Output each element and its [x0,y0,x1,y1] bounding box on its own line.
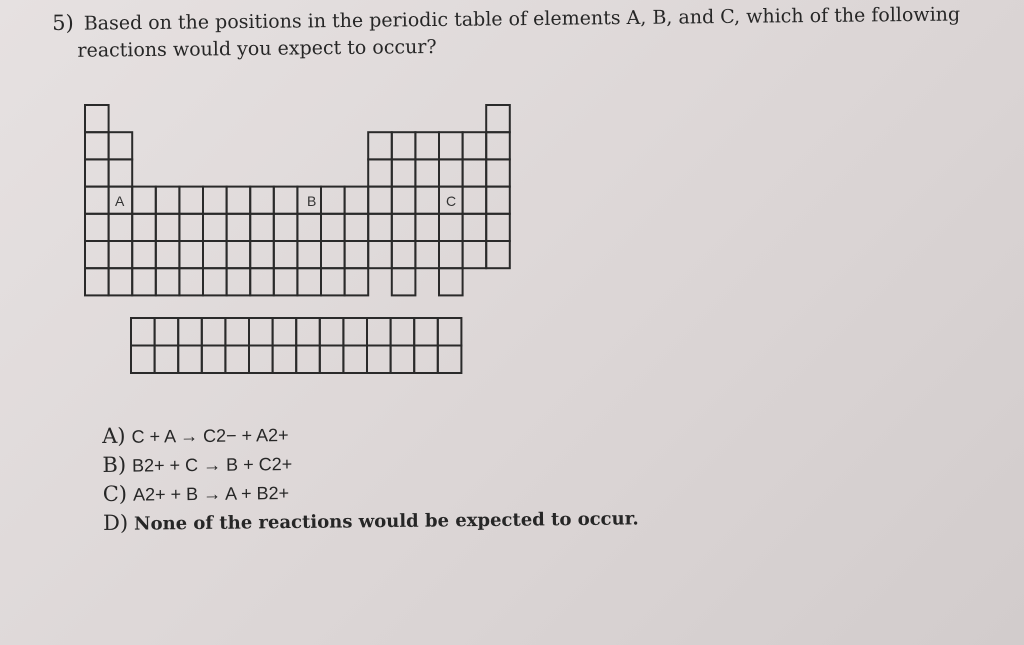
f-block-cell [391,346,415,374]
periodic-table-cell [109,241,133,268]
choice-text: None of the reactions would be expected to occur. [133,508,639,535]
periodic-table-cell [463,187,487,214]
question-text-line2: reactions would you expect to occur? [77,35,437,62]
f-block-cell [131,346,155,374]
f-block-cell [296,318,320,346]
periodic-table-cell [345,241,369,268]
choice-text: A2+ + B → A + B2+ [132,483,290,505]
f-block-cell [225,346,249,374]
f-block-cell [414,318,438,346]
f-block-cell [320,318,344,346]
periodic-table-cell [85,132,109,159]
periodic-table-cell [345,214,369,241]
periodic-table-cell [345,268,369,295]
periodic-table-cell [321,214,345,241]
f-block-cell [414,346,438,374]
periodic-table-cell [368,132,392,159]
f-block-cell [273,346,297,374]
periodic-table-cell [486,132,510,159]
periodic-table-cell [203,241,227,268]
periodic-table-cell [463,159,487,186]
periodic-table-cell [274,241,298,268]
f-block-cell [296,346,320,374]
f-block-cell [131,318,155,346]
f-block-cell [178,346,202,374]
f-block-cell [155,318,179,346]
periodic-table-cell [486,159,510,186]
periodic-table-cell [156,187,180,214]
periodic-table-f-block [131,318,461,373]
f-block-cell [343,318,367,346]
periodic-table-cell [85,159,109,186]
periodic-table-cell [321,187,345,214]
element-label-b: B [307,193,317,209]
periodic-table-cell [203,214,227,241]
periodic-table-cell [109,159,133,186]
periodic-table-cell [297,241,321,268]
periodic-table-cell [156,268,180,295]
periodic-table-cell [463,132,487,159]
periodic-table-cell [85,105,109,132]
periodic-table-cell [227,187,251,214]
periodic-table-cell [132,268,156,295]
f-block-cell [367,346,391,374]
choice-text: C + A → C2− + A2+ [131,425,289,447]
periodic-table-cell [486,187,510,214]
periodic-table-cell [156,214,180,241]
question-number: 5) [52,10,74,35]
choice-letter: D) [102,510,129,535]
element-label-a: A [115,193,125,209]
choice-letter: B) [102,452,127,477]
periodic-table-cell [156,241,180,268]
f-block-cell [438,346,462,374]
periodic-table-cell [439,132,463,159]
periodic-table-cell [368,187,392,214]
answer-choices [102,416,639,539]
question-text-line1: Based on the positions in the periodic table of elements A, B, and C, which of the following [83,3,961,35]
f-block-cell [438,318,462,346]
f-block-cell [320,346,344,374]
periodic-table-cell [132,214,156,241]
periodic-table-cell [85,241,109,268]
choice-letter: A) [102,423,126,448]
periodic-table-cell [368,159,392,186]
periodic-table-cell [179,187,203,214]
periodic-table-cell [392,187,416,214]
periodic-table-cell [132,187,156,214]
periodic-table-cell [85,268,109,295]
f-block-cell [367,318,391,346]
periodic-table-cell [109,268,133,295]
periodic-table-cell [321,268,345,295]
periodic-table-cell [274,268,298,295]
periodic-table-cell [227,241,251,268]
f-block-cell [178,318,202,346]
f-block-cell [249,346,273,374]
periodic-table-cell [321,241,345,268]
periodic-table-cell [368,214,392,241]
periodic-table-cell [439,268,463,295]
periodic-table-cell [415,187,439,214]
periodic-table-cell [250,187,274,214]
periodic-table-cell [109,132,133,159]
periodic-table-cell [439,159,463,186]
periodic-table-cell [179,268,203,295]
periodic-table-cell [297,268,321,295]
periodic-table-cell [486,241,510,268]
periodic-table-cell [486,214,510,241]
choice-letter: C) [102,481,128,506]
periodic-table-cell [274,187,298,214]
f-block-cell [343,346,367,374]
periodic-table-cell [345,187,369,214]
periodic-table-cell [132,241,156,268]
periodic-table-cell [415,159,439,186]
periodic-table-cell [274,214,298,241]
periodic-table-cell [439,214,463,241]
periodic-table-cell [439,241,463,268]
periodic-table-cell [415,214,439,241]
periodic-table-cell [250,241,274,268]
periodic-table-cell [203,268,227,295]
periodic-table-cell [392,268,416,295]
periodic-table-cell [392,159,416,186]
periodic-table-cell [392,214,416,241]
periodic-table-cell [85,214,109,241]
periodic-table-cell [179,214,203,241]
periodic-table-cell [392,132,416,159]
f-block-cell [155,346,179,374]
periodic-table-cell [297,214,321,241]
periodic-table-cell [415,241,439,268]
f-block-cell [249,318,273,346]
f-block-cell [391,318,415,346]
periodic-table-cell [250,214,274,241]
f-block-cell [225,318,249,346]
f-block-cell [202,346,226,374]
periodic-table-cell [368,241,392,268]
f-block-cell [202,318,226,346]
periodic-table-cell [227,268,251,295]
periodic-table-cell [463,214,487,241]
periodic-table-cell [109,214,133,241]
periodic-table-cell [415,132,439,159]
periodic-table-cell [392,241,416,268]
periodic-table-cell [250,268,274,295]
periodic-table-cell [179,241,203,268]
periodic-table-cell [486,105,510,132]
element-label-c: C [446,193,457,209]
periodic-table-cell [85,187,109,214]
choice-d[interactable] [103,503,639,539]
periodic-table-cell [203,187,227,214]
f-block-cell [273,318,297,346]
periodic-table-cell [227,214,251,241]
choice-text: B2+ + C → B + C2+ [131,454,293,476]
periodic-table-cell [463,241,487,268]
